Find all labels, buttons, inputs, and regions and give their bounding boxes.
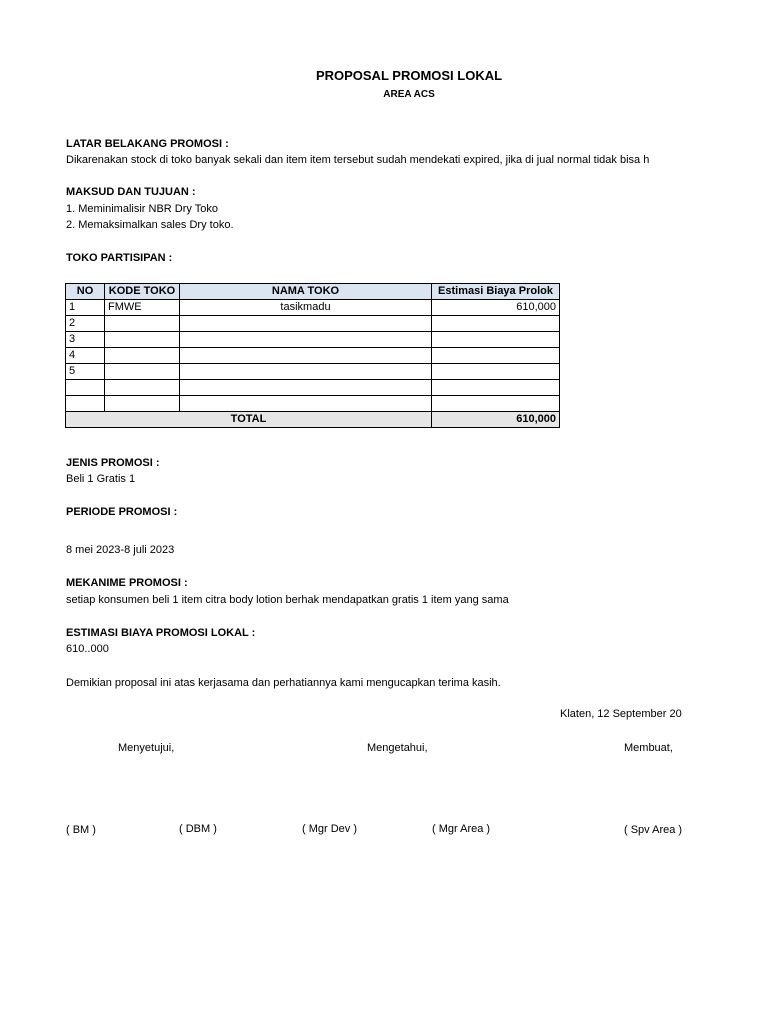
cell-nama — [180, 364, 432, 380]
table-row — [66, 332, 560, 348]
sign-membuat: Membuat, — [624, 742, 673, 754]
cell-nama: tasikmadu — [180, 300, 432, 316]
cell-estimasi — [432, 380, 560, 396]
cell-kode — [105, 332, 180, 348]
jenis-heading: JENIS PROMOSI : — [66, 457, 160, 469]
sign-mgr-area: ( Mgr Area ) — [432, 823, 491, 835]
page-subtitle: AREA ACS — [383, 89, 435, 100]
mekanisme-heading: MEKANIME PROMOSI : — [66, 577, 188, 589]
col-header-estimasi: Estimasi Biaya Prolok — [432, 284, 560, 300]
cell-nama — [180, 332, 432, 348]
estimasi-text: 610..000 — [66, 643, 109, 655]
table-row — [66, 364, 560, 380]
sign-mgr-dev: ( Mgr Dev ) — [302, 823, 357, 835]
cell-no: 2 — [66, 316, 105, 332]
table-total-row — [66, 412, 560, 428]
cell-no — [66, 396, 105, 412]
toko-table — [65, 283, 560, 428]
maksud-heading: MAKSUD DAN TUJUAN : — [66, 186, 196, 198]
closing-text: Demikian proposal ini atas kerjasama dan perhatiannya kami mengucapkan terima kasih. — [66, 677, 501, 689]
cell-nama — [180, 380, 432, 396]
cell-no: 4 — [66, 348, 105, 364]
cell-kode — [105, 348, 180, 364]
table-row — [66, 396, 560, 412]
cell-nama — [180, 396, 432, 412]
cell-kode — [105, 364, 180, 380]
cell-kode — [105, 396, 180, 412]
sign-menyetujui: Menyetujui, — [118, 742, 175, 754]
table-row — [66, 300, 560, 316]
cell-nama — [180, 348, 432, 364]
mekanisme-text: setiap konsumen beli 1 item citra body lotion berhak mendapatkan gratis 1 item yang sama — [66, 594, 509, 606]
col-header-nama: NAMA TOKO — [180, 284, 432, 300]
latar-heading: LATAR BELAKANG PROMOSI : — [66, 138, 229, 150]
jenis-text: Beli 1 Gratis 1 — [66, 473, 136, 485]
cell-no — [66, 380, 105, 396]
cell-nama — [180, 316, 432, 332]
latar-text: Dikarenakan stock di toko banyak sekali dan item item tersebut sudah mendekati expired, jika di jual normal tidak bisa h — [66, 154, 650, 166]
total-value: 610,000 — [432, 412, 560, 428]
total-label: TOTAL — [66, 412, 432, 428]
table-row — [66, 380, 560, 396]
periode-text: 8 mei 2023-8 juli 2023 — [66, 544, 175, 556]
cell-estimasi — [432, 316, 560, 332]
cell-kode: FMWE — [105, 300, 180, 316]
cell-no: 1 — [66, 300, 105, 316]
cell-estimasi — [432, 332, 560, 348]
cell-estimasi — [432, 396, 560, 412]
cell-kode — [105, 316, 180, 332]
page-title: PROPOSAL PROMOSI LOKAL — [315, 68, 503, 83]
table-row — [66, 316, 560, 332]
cell-no: 5 — [66, 364, 105, 380]
sign-spv-area: ( Spv Area ) — [624, 824, 683, 836]
cell-estimasi — [432, 348, 560, 364]
estimasi-heading: ESTIMASI BIAYA PROMOSI LOKAL : — [66, 627, 256, 639]
col-header-no: NO — [66, 284, 105, 300]
periode-heading: PERIODE PROMOSI : — [66, 506, 178, 518]
col-header-kode: KODE TOKO — [105, 284, 180, 300]
cell-estimasi — [432, 364, 560, 380]
sign-dbm: ( DBM ) — [179, 823, 217, 835]
maksud-item-2: 2. Memaksimalkan sales Dry toko. — [66, 219, 234, 231]
maksud-item-1: 1. Meminimalisir NBR Dry Toko — [66, 203, 218, 215]
table-header-row — [66, 284, 560, 300]
cell-no: 3 — [66, 332, 105, 348]
table-row — [66, 348, 560, 364]
cell-kode — [105, 380, 180, 396]
sign-mengetahui: Mengetahui, — [367, 742, 428, 754]
toko-heading: TOKO PARTISIPAN : — [66, 252, 173, 264]
cell-estimasi: 610,000 — [432, 300, 560, 316]
date-line: Klaten, 12 September 20 — [560, 708, 682, 720]
sign-bm: ( BM ) — [66, 824, 96, 836]
